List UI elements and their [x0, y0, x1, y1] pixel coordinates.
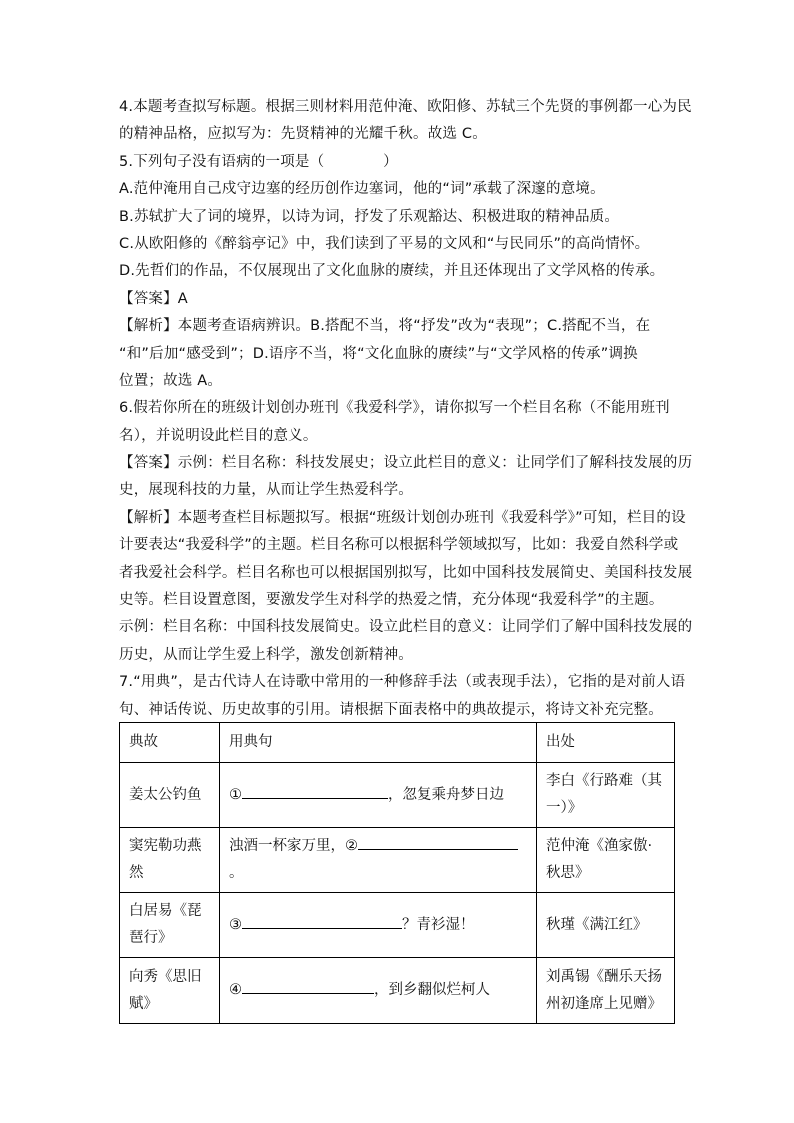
answer-6: 【答案】示例：栏目名称：科技发展史；设立此栏目的意义：让同学们了解科技发展的历 — [119, 455, 693, 472]
sentence-text: ，到乡翻似烂柯人 — [374, 982, 490, 998]
sentence-text: 浊酒一杯家万里，② — [229, 838, 358, 854]
allusion-cell: 向秀《思旧赋》 — [120, 958, 220, 1024]
sentence-text: ，忽复乘舟梦日边 — [388, 786, 504, 803]
table-row — [120, 893, 675, 958]
allusion-table — [119, 722, 675, 1024]
blank-number: ③ — [229, 916, 242, 933]
sentence-cell — [220, 828, 537, 893]
table-row — [120, 828, 675, 893]
option-a: A.范仲淹用自己戍守边塞的经历创作边塞词，他的“词”承载了深邃的意境。 — [119, 181, 605, 198]
text-line: 计要表达“我爱科学”的主题。栏目名称可以根据科学领域拟写，比如：我爱自然科学或 — [119, 537, 679, 554]
table-header-row — [120, 723, 675, 763]
analysis-6: 【解析】本题考查栏目标题拟写。根据“班级计划创办班刊《我爱科学》”可知，栏目的设 — [119, 509, 686, 526]
text-line: 位置；故选 A。 — [119, 372, 223, 389]
source-cell: 秋瑾《满江红》 — [537, 893, 675, 958]
fill-blank-1[interactable] — [242, 782, 388, 799]
header-sentence: 用典句 — [220, 723, 537, 763]
fill-blank-2[interactable] — [358, 833, 518, 850]
text-line: 者我爱社会科学。栏目名称也可以根据国别拟写，比如中国科技发展简史、美国科技发展 — [119, 564, 693, 581]
source-cell: 刘禹锡《酬乐天扬州初逢席上见赠》 — [537, 958, 675, 1024]
text-line: 示例：栏目名称：中国科技发展简史。设立此栏目的意义：让同学们了解中国科技发展的 — [119, 619, 693, 636]
text-line: “和”后加“感受到”；D.语序不当，将“文化血脉的赓续”与“文学风格的传承”调换 — [119, 345, 638, 362]
blank-number: ① — [229, 786, 242, 803]
answer-5: 【答案】A — [119, 290, 188, 307]
option-c: C.从欧阳修的《醉翁亭记》中，我们读到了平易的文风和“与民同乐”的高尚情怀。 — [119, 235, 650, 252]
allusion-cell: 姜太公钓鱼 — [120, 763, 220, 828]
document-body — [119, 94, 693, 724]
fill-blank-4[interactable] — [242, 977, 374, 994]
text-line: 4.本题考查拟写标题。根据三则材料用范仲淹、欧阳修、苏轼三个先贤的事例都一心为民 — [119, 99, 692, 115]
sentence-cell — [220, 763, 537, 828]
text-line: 名），并说明设此栏目的意义。 — [119, 427, 318, 444]
question-5: 5.下列句子没有语病的一项是（ ） — [119, 153, 398, 170]
header-allusion: 典故 — [120, 723, 220, 763]
option-d: D.先哲们的作品，不仅展现出了文化血脉的赓续，并且还体现出了文学风格的传承。 — [119, 263, 665, 280]
text-line: 的精神品格，应拟写为：先贤精神的光耀千秋。故选 C。 — [119, 126, 487, 143]
question-6: 6.假若你所在的班级计划创办班刊《我爱科学》，请你拟写一个栏目名称（不能用班刊 — [119, 400, 670, 417]
fill-blank-3[interactable] — [242, 912, 402, 929]
sentence-cell — [220, 958, 537, 1024]
text-line: 史，展现科技的力量，从而让学生热爱科学。 — [119, 482, 413, 499]
allusion-cell: 窦宪勒功燕然 — [120, 828, 220, 893]
table-row — [120, 763, 675, 828]
source-cell: 范仲淹《渔家傲·秋思》 — [537, 828, 675, 893]
header-source: 出处 — [537, 723, 675, 763]
question-7: 7.“用典”，是古代诗人在诗歌中常用的一种修辞手法（或表现手法），它指的是对前人语 — [119, 674, 686, 691]
text-line: 历史，从而让学生爱上科学，激发创新精神。 — [119, 646, 413, 663]
option-b: B.苏轼扩大了词的境界，以诗为词，抒发了乐观豁达、积极进取的精神品质。 — [119, 208, 620, 225]
allusion-cell: 白居易《琵琶行》 — [120, 893, 220, 958]
text-line: 史等。栏目设置意图，要激发学生对科学的热爱之情，充分体现“我爱科学”的主题。 — [119, 592, 664, 609]
sentence-text: 。 — [229, 865, 244, 881]
source-cell: 李白《行路难（其一）》 — [537, 763, 675, 828]
blank-number: ④ — [229, 982, 242, 998]
sentence-cell — [220, 893, 537, 958]
analysis-5: 【解析】本题考查语病辨识。B.搭配不当，将“抒发”改为“表现”；C.搭配不当，在 — [119, 318, 651, 335]
text-line: 句、神话传说、历史故事的引用。请根据下面表格中的典故提示，将诗文补充完整。 — [119, 701, 663, 718]
table-row — [120, 958, 675, 1024]
sentence-text: ？青衫湿！ — [402, 916, 475, 933]
